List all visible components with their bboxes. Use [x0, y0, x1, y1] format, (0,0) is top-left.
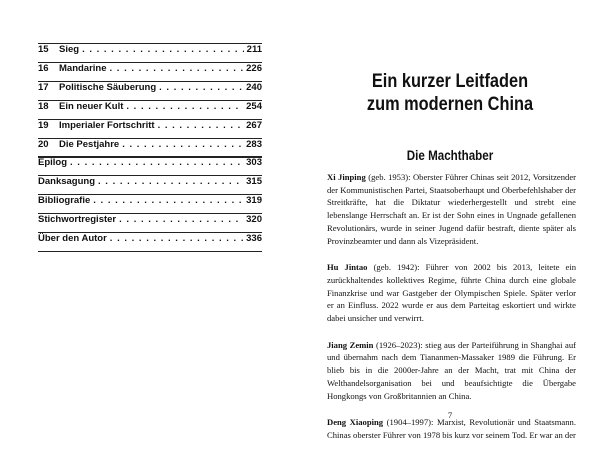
- entry-text: (1926–2023): stieg aus der Parteiführung in Shanghai auf und übernahm nach dem Tiananmen-Massaker 1989 die Führung. Er blieb bis in die 2000er-Jahre an der Macht, trat mit China der Welthandelsorganisation bei und beaufsichtigte die Übergabe Hongkongs von Großbritannien an China.: [327, 339, 577, 401]
- toc-page-number: 254: [246, 101, 262, 112]
- toc-leader: [110, 233, 243, 244]
- entry-paragraph: [327, 261, 576, 325]
- toc-page-number: 320: [246, 214, 262, 225]
- toc-leader: [70, 157, 243, 168]
- toc-leader: [158, 120, 244, 131]
- entry-name: Jiang Zemin: [327, 339, 374, 350]
- toc-page-number: 211: [246, 44, 262, 55]
- toc-title: Stichwortregister: [38, 214, 117, 225]
- title-line: zum modernen China: [366, 94, 534, 115]
- toc-back-matter: [38, 156, 262, 252]
- toc-row[interactable]: [38, 139, 262, 157]
- toc-page-number: 336: [246, 233, 262, 244]
- toc-page-number: 315: [246, 176, 262, 187]
- toc-page-number: 267: [246, 120, 262, 131]
- toc-number: 17: [38, 82, 49, 93]
- toc-leader: [110, 63, 244, 74]
- toc-row[interactable]: [38, 63, 262, 82]
- entry-name: Xi Jinping: [327, 172, 366, 182]
- section-heading: Die Machthaber: [406, 148, 494, 163]
- toc-title: Sieg: [59, 44, 80, 55]
- toc-page-number: 283: [246, 139, 262, 150]
- toc-leader: [122, 139, 243, 150]
- toc-page-number: 226: [246, 63, 262, 74]
- toc-title: Danksagung: [38, 176, 96, 187]
- toc-title: Mandarine: [59, 63, 107, 74]
- toc-leader: [126, 101, 243, 112]
- toc-title: Ein neuer Kult: [59, 101, 124, 112]
- entry-text: (1904–1997): Marxist, Revolutionär und Staatsmann. Chinas oberster Führer von 1978 bis kurz vor seinem Tod. Er war an der: [327, 417, 576, 440]
- page-number: 7: [447, 410, 453, 420]
- page-title: [321, 70, 579, 116]
- toc-row[interactable]: [38, 195, 262, 214]
- toc-number: 19: [38, 120, 49, 131]
- toc-leader: [98, 176, 243, 187]
- entry-paragraph: [327, 171, 576, 247]
- toc-title: Über den Autor: [38, 233, 107, 244]
- toc-title: Bibliografie: [38, 195, 91, 206]
- entry-text: (geb. 1942): Führer von 2002 bis 2013, leitete ein zurückhaltendes kollektives Regime, führte China durch eine globale Finanzkrise und war Gastgeber der Olympischen Spiele. Später verlor er an Einfluss. 2022 wurde er aus dem Parteitag eskortiert und wirkte dabei unsicher und verwirrt.: [327, 262, 576, 324]
- toc-row[interactable]: [38, 157, 262, 176]
- toc-row[interactable]: [38, 82, 262, 101]
- toc-page-number: 303: [246, 157, 262, 168]
- toc-title: Politische Säuberung: [59, 82, 157, 93]
- toc-row[interactable]: [38, 176, 262, 195]
- entry-paragraph: [327, 339, 576, 403]
- entry-text: (geb. 1953): Oberster Führer Chinas seit 2012, Vorsitzender der Kommunistischen Partei, Staatsoberhaupt und Oberbefehlshaber der Streitkräfte, hat die Diktatur wiederhergestellt und strebt eine lebenslange Herrschaft an. Er ist der Sohn eines in Ungnade gefallenen Revolutionärs, wurde in seiner Jugend dafür bestraft, diente später als Provinzbeamter und dann als Vizepräsident.: [327, 172, 576, 246]
- toc-row[interactable]: [38, 120, 262, 139]
- toc-number: 20: [38, 139, 49, 150]
- toc-title: Die Pestjahre: [59, 139, 120, 150]
- toc-number: 15: [38, 44, 49, 55]
- toc-number: 18: [38, 101, 49, 112]
- toc-row[interactable]: [38, 44, 262, 63]
- toc-row[interactable]: [38, 214, 262, 233]
- entry-name: Deng Xiaoping: [327, 417, 384, 428]
- toc-leader: [93, 195, 243, 206]
- toc-page-number: 319: [246, 195, 262, 206]
- toc-chapters: [38, 43, 262, 158]
- toc-leader: [159, 82, 243, 93]
- title-line: Ein kurzer Leitfaden: [371, 71, 529, 92]
- toc-number: 16: [38, 63, 49, 74]
- entry-name: Hu Jintao: [327, 262, 368, 273]
- toc-title: Imperialer Fortschritt: [59, 120, 155, 131]
- toc-page-number: 240: [246, 82, 262, 93]
- entry-paragraph: [327, 416, 576, 441]
- right-page: [300, 0, 600, 445]
- left-page: [0, 0, 300, 445]
- toc-title: Epilog: [38, 157, 68, 168]
- toc-leader: [82, 44, 244, 55]
- toc-row[interactable]: [38, 233, 262, 251]
- toc-leader: [119, 214, 243, 225]
- toc-row[interactable]: [38, 101, 262, 120]
